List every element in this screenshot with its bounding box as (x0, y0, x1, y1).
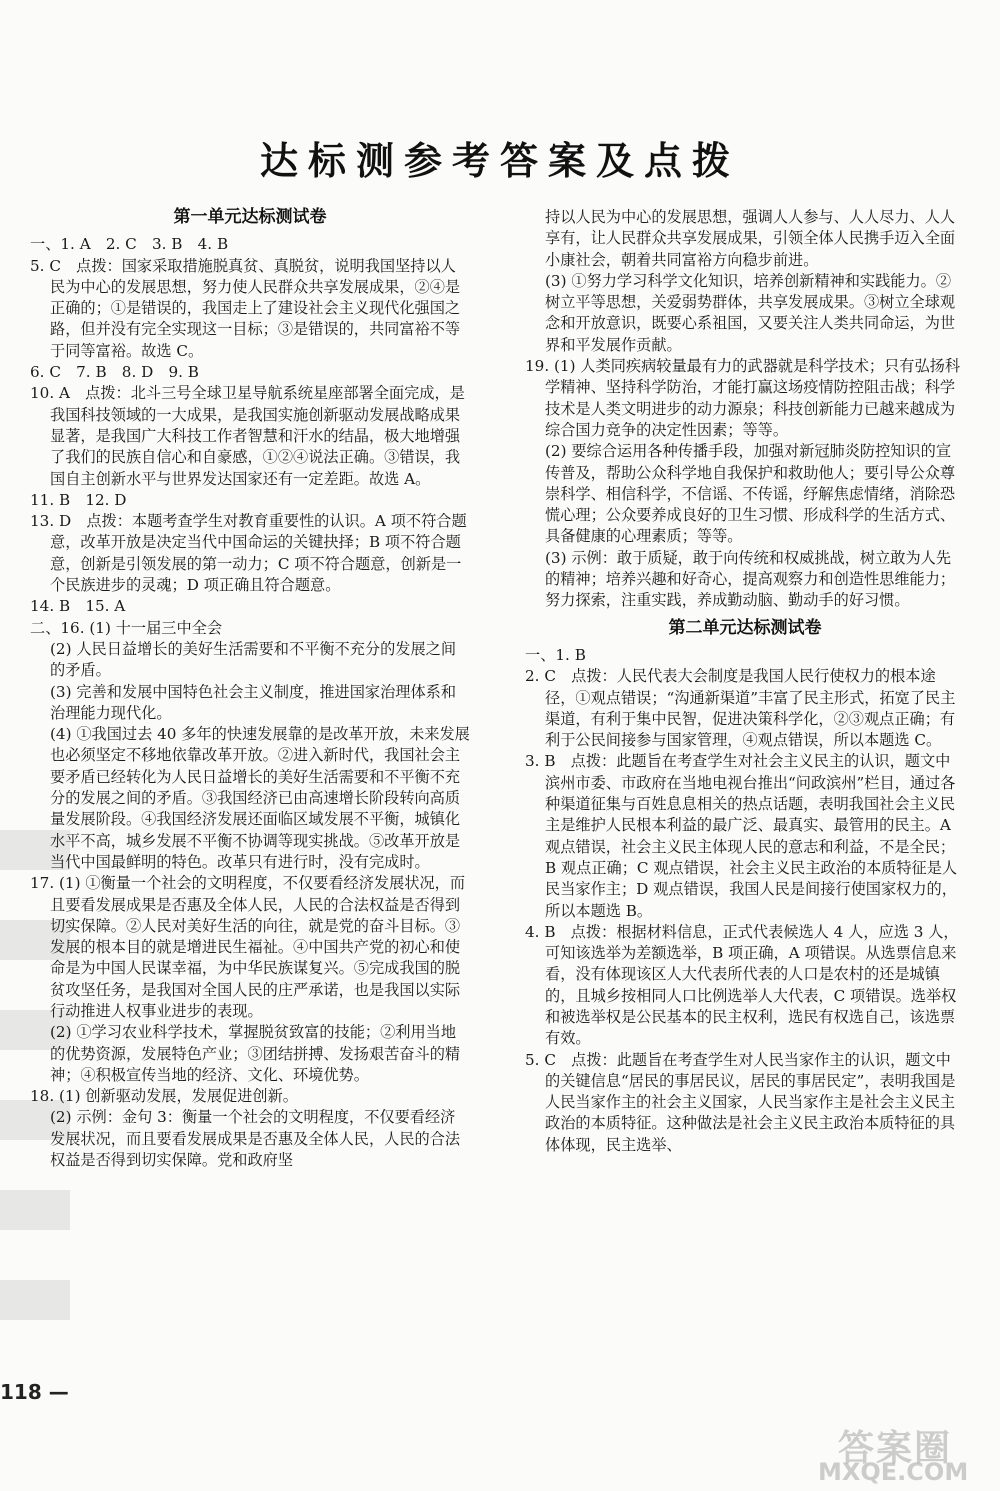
section-title-unit-1: 第一单元达标测试卷 (173, 207, 327, 227)
answer-paragraph: 2. C 点拨：人民代表大会制度是我国人民行使权力的根本途径，①观点错误；“沟通新渠道”丰富了民主形式，拓宽了民主渠道，有利于集中民智，促进决策科学化，②③观点正确；有利于公民间接参与国家管理，④观点错误，所以本题选 C。 (525, 667, 956, 750)
answer-paragraph: 6. C 7. B 8. D 9. B (30, 363, 199, 382)
answer-paragraph: 17. (1) ①衡量一个社会的文明程度，不仅要看经济发展状况，而且要看发展成果是否惠及全体人民，人民的合法权益是否得到切实保障。②人民对美好生活的向往，就是党的奋斗目标。③发展的根本目的就是增进民生福祉。④中国共产党的初心和使命是为中国人民谋幸福，为中华民族谋复兴。⑤完成我国的脱贫攻坚任务，是我国对全国人民的庄严承诺，也是我国以实际行动推进人权事业进步的表现。 (30, 874, 466, 1020)
answer-paragraph: 持以人民为中心的发展思想，强调人人参与、人人尽力、人人享有，让人民群众共享发展成果，引领全体人民携手迈入全面小康社会，朝着共同富裕方向稳步前进。 (545, 208, 956, 269)
answer-paragraph: 19. (1) 人类同疾病较量最有力的武器就是科学技术；只有弘扬科学精神、坚持科学防治，才能打赢这场疫情防控阻击战；科学技术是人类文明进步的动力源泉；科技创新能力已越来越成为综合国力竞争的决定性因素；等等。 (525, 357, 961, 439)
answer-paragraph: (4) ①我国过去 40 多年的快速发展靠的是改革开放，未来发展也必须坚定不移地依靠改革开放。②进入新时代，我国社会主要矛盾已经转化为人民日益增长的美好生活需要和不平衡不充分的发展之间的矛盾。③我国经济已由高速增长阶段转向高质量发展阶段。④我国经济发展还面临区域发展不平衡，城镇化水平不高，城乡发展不平衡不协调等现实挑战。⑤改革开放是当代中国最鲜明的特色。改革只有进行时，没有完成时。 (50, 725, 470, 871)
left-column (30, 205, 470, 1171)
answer-paragraph: (3) ①努力学习科学文化知识，培养创新精神和实践能力。②树立平等思想，关爱弱势群体，共享发展成果。③树立全球观念和开放意识，既要心系祖国，又要关注人类共同命运，为世界和平发展作贡献。 (545, 271, 956, 354)
page-number: 118 — (0, 1380, 69, 1404)
answer-paragraph: (2) 人民日益增长的美好生活需要和不平衡不充分的发展之间的矛盾。 (50, 639, 457, 680)
answer-paragraph: (2) 示例：金句 3：衡量一个社会的文明程度，不仅要看经济发展状况，而且要看发展成果是否惠及全体人民，人民的合法权益是否得到切实保障。党和政府坚 (50, 1108, 461, 1170)
right-column (525, 207, 965, 1156)
right-answer-list-bottom (525, 645, 965, 1156)
answer-paragraph: (3) 完善和发展中国特色社会主义制度，推进国家治理体系和治理能力现代化。 (50, 682, 457, 722)
answer-paragraph: 3. B 点拨：此题旨在考查学生对社会主义民主的认识，题文中滨州市委、市政府在当地电视台推出“问政滨州”栏目，通过各种渠道征集与百姓息息相关的热点话题，表明我国社会主义民主是维护人民根本利益的最广泛、最真实、最管用的民主。A 观点错误，社会主义民主体现人民的意志和利益，不是全民；B 观点正确；C 观点错误，社会主义民主政治的本质特征是人民当家作主；D 观点错误，我国人民是间接行使国家权力的，所以本题选 B。 (525, 752, 958, 920)
watermark (818, 1420, 969, 1486)
answer-paragraph: 11. B 12. D (30, 490, 127, 509)
answer-paragraph: 4. B 点拨：根据材料信息，正式代表候选人 4 人，应选 3 人，可知该选举为差额选举，B 项正确，A 项错误。从选票信息来看，没有体现该区人大代表所代表的人口是农村的还是城镇的，且城乡按相同人口比例选举人大代表，C 项错误。选举权和被选举权是公民基本的民主权利，选民有权选自己，该选票有效。 (525, 922, 959, 1048)
answer-paragraph: (2) 要综合运用各种传播手段，加强对新冠肺炎防控知识的宣传普及，帮助公众科学地自我保护和救助他人；要引导公众尊崇科学、相信科学，不信谣、不传谣，纾解焦虑情绪，消除恐慌心理；公众要养成良好的卫生习惯、形成科学的生活方式、具备健康的心理素质；等等。 (545, 442, 956, 546)
answer-paragraph: (3) 示例：敢于质疑，敢于向传统和权威挑战，树立敢为人先的精神；培养兴趣和好奇心，提高观察力和创造性思维能力；努力探索，注重实践，养成勤动脑、勤动手的好习惯。 (545, 548, 956, 610)
right-answer-list-top (525, 207, 965, 612)
watermark-logo: 答案圈 (838, 1428, 953, 1469)
answer-paragraph: 一、1. A 2. C 3. B 4. B (30, 235, 229, 254)
section-title-unit-2: 第二单元达标测试卷 (668, 617, 822, 638)
watermark-url: MXQE.COM (818, 1458, 969, 1486)
answer-paragraph: 5. C 点拨：国家采取措施脱真贫、真脱贫，说明我国坚持以人民为中心的发展思想，努力使人民群众共享发展成果，②④是正确的；①是错误的，我国走上了建设社会主义现代化强国之路，但并没有完全实现这一目标；③是错误的，共同富裕不等于同等富裕。故选 C。 (30, 256, 461, 360)
answer-paragraph: 18. (1) 创新驱动发展，发展促进创新。 (30, 1087, 298, 1106)
answer-paragraph: 二、16. (1) 十一届三中全会 (30, 618, 223, 637)
page-title: 达标测参考答案及点拨 (259, 139, 740, 183)
answer-paragraph: 13. D 点拨：本题考查学生对教育重要性的认识。A 项不符合题意，改革开放是决定当代中国命运的关键抉择；B 项不符合题意，创新是引领发展的第一动力；C 项不符合题意，创新是一个民族进步的灵魂；D 项正确且符合题意。 (30, 512, 467, 595)
answer-paragraph: 14. B 15. A (30, 597, 126, 616)
answer-paragraph: (2) ①学习农业科学技术，掌握脱贫致富的技能；②利用当地的优势资源，发展特色产业；③团结拼搏、发扬艰苦奋斗的精神；④积极宣传当地的经济、文化、环境优势。 (50, 1023, 461, 1084)
answer-paragraph: 一、1. B (525, 645, 586, 664)
answer-paragraph: 5. C 点拨：此题旨在考查学生对人民当家作主的认识，题文中的关键信息“居民的事居民议，居民的事居民定”，表明我国是人民当家作主的社会主义国家，人民当家作主是社会主义民主政治的本质特征。这种做法是社会主义民主政治本质特征的具体体现，民主选举、 (525, 1050, 956, 1154)
left-answer-list (30, 234, 470, 1171)
answer-paragraph: 10. A 点拨：北斗三号全球卫星导航系统星座部署全面完成，是我国科技领域的一大成果，是我国实施创新驱动发展战略成果显著，是我国广大科技工作者智慧和汗水的结晶，极大地增强了我们的民族自信心和自豪感，①②④说法正确。③错误，我国自主创新水平与世界发达国家还有一定差距。故选 A。 (30, 384, 465, 488)
